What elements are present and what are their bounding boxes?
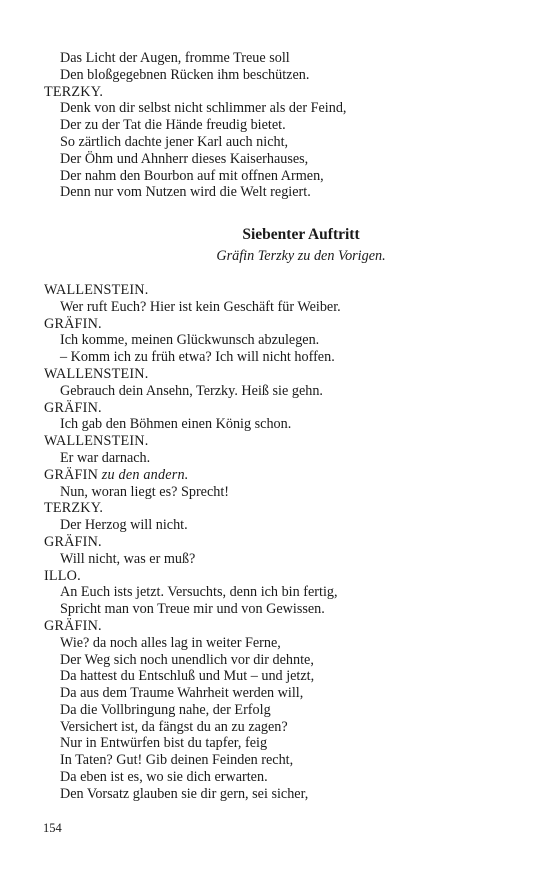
verse-line: Der Weg sich noch unendlich vor dir dehnte,	[60, 651, 314, 668]
verse-line: Da hattest du Entschluß und Mut – und jetzt,	[60, 668, 315, 685]
speaker-line: ILLO.	[44, 567, 81, 584]
verse-line: Denk von dir selbst nicht schlimmer als der Feind,	[60, 100, 347, 117]
speaker-line: GRÄFIN.	[44, 315, 102, 332]
verse-line: Den Vorsatz glauben sie dir gern, sei sicher,	[60, 785, 309, 802]
speaker-line: TERZKY.	[44, 83, 104, 100]
verse-line: Der nahm den Bourbon auf mit offnen Armen,	[60, 167, 324, 184]
verse-line: Nun, woran liegt es? Sprecht!	[60, 483, 230, 500]
verse-line: Das Licht der Augen, fromme Treue soll	[60, 50, 290, 66]
verse-line: Der zu der Tat die Hände freudig bietet.	[60, 117, 286, 134]
spacer	[44, 265, 514, 282]
speaker-line: WALLENSTEIN.	[44, 281, 149, 298]
verse-line: Den bloßgegebnen Rücken ihm beschützen.	[60, 66, 310, 83]
verse-line: So zärtlich dachte jener Karl auch nicht,	[60, 133, 289, 150]
speaker-line: GRÄFIN.	[44, 617, 102, 634]
verse-line: Wer ruft Euch? Hier ist kein Geschäft für Weiber.	[60, 298, 341, 315]
speaker-line: WALLENSTEIN.	[44, 433, 149, 450]
verse-line: Da die Vollbringung nahe, der Erfolg	[60, 701, 271, 718]
verse-line: Der Öhm und Ahnherr dieses Kaiserhauses,	[60, 150, 309, 167]
stage-direction: zu den andern.	[101, 466, 189, 483]
verse-line: Nur in Entwürfen bist du tapfer, feig	[60, 735, 268, 752]
verse-line: Will nicht, was er muß?	[60, 550, 196, 567]
verse-line: Versichert ist, da fängst du an zu zagen?	[60, 718, 288, 735]
verse-line: Gebrauch dein Ansehn, Terzky. Heiß sie gehn.	[60, 382, 323, 399]
verse-line: In Taten? Gut! Gib deinen Feinden recht,	[60, 752, 294, 769]
speaker-name: GRÄFIN	[44, 466, 99, 483]
scene-subtitle: Gräfin Terzky zu den Vorigen.	[216, 248, 386, 265]
verse-line: Denn nur vom Nutzen wird die Welt regiert.	[60, 184, 311, 201]
speaker-line: TERZKY.	[44, 500, 104, 517]
verse-line: Da eben ist es, wo sie dich erwarten.	[60, 769, 268, 786]
page-text	[44, 50, 514, 803]
verse-line: Er war darnach.	[60, 449, 151, 466]
verse-line: Wie? da noch alles lag in weiter Ferne,	[60, 634, 281, 651]
speaker-line	[44, 467, 514, 484]
verse-line: Spricht man von Treue mir und von Gewissen.	[60, 601, 325, 618]
dialogue-block-scene	[44, 282, 514, 803]
page-number: 154	[43, 821, 62, 835]
verse-line: Ich komme, meinen Glückwunsch abzulegen.	[60, 332, 320, 349]
verse-line: Da aus dem Traume Wahrheit werden will,	[60, 685, 304, 702]
verse-line: An Euch ists jetzt. Versuchts, denn ich bin fertig,	[60, 584, 338, 601]
verse-line: Ich gab den Böhmen einen König schon.	[60, 416, 292, 433]
dialogue-block-top	[44, 50, 514, 201]
verse-line: – Komm ich zu früh etwa? Ich will nicht hoffen.	[60, 349, 335, 366]
verse-line: Der Herzog will nicht.	[60, 517, 188, 534]
speaker-line: GRÄFIN.	[44, 399, 102, 416]
speaker-line: WALLENSTEIN.	[44, 365, 149, 382]
scene-title: Siebenter Auftritt	[242, 226, 360, 244]
speaker-line: GRÄFIN.	[44, 533, 102, 550]
